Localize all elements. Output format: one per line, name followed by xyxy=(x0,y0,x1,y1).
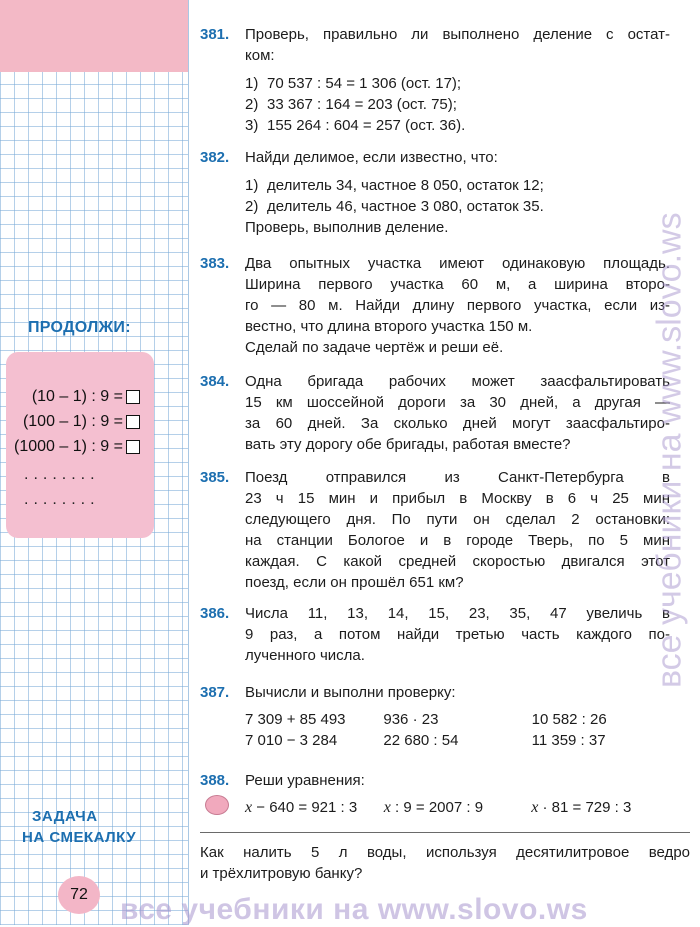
task-line: Поезд отправился из Санкт-Петербурга в xyxy=(245,469,670,486)
answer-box xyxy=(126,440,140,454)
variable: x xyxy=(383,799,391,816)
list-item xyxy=(245,94,670,115)
puzzle-line: Как налить 5 л воды, используя десятилитровое ведро xyxy=(200,844,690,861)
puzzle-title xyxy=(22,806,136,848)
calc-row xyxy=(245,730,670,751)
task-line: го — 80 м. Найди длину первого участка, если из- xyxy=(245,297,670,314)
dotted-line: ........ xyxy=(24,491,100,508)
task-line: 15 км шоссейной дороги за 30 дней, а другая — xyxy=(245,394,670,411)
task-line: Найди делимое, если известно, что: xyxy=(245,149,498,166)
task-line: за 60 дней. За сколько дней могут заасфальтиро- xyxy=(245,415,670,432)
task-line: вать эту дорогу обе бригады, работая вместе? xyxy=(245,436,571,453)
equation xyxy=(384,797,531,818)
task-number: 383. xyxy=(200,255,230,272)
task-line: 9 раз, а потом найди третью часть каждого по- xyxy=(245,626,670,643)
dotted-line: ........ xyxy=(24,466,100,483)
calc-expression: 11 359 : 37 xyxy=(531,732,606,749)
task-line: на станции Бологое и в городе Тверь, по 5 мин xyxy=(245,532,670,549)
list-text: 155 264 : 604 = 257 (ост. 36). xyxy=(267,117,466,134)
margin-pink-header xyxy=(0,0,188,72)
task-number: 381. xyxy=(200,26,230,43)
task-number: 382. xyxy=(200,149,230,166)
calc-expression: 7 309 + 85 493 xyxy=(245,711,346,728)
task-line: поезд, если он прошёл 651 км? xyxy=(245,574,464,591)
task-383 xyxy=(200,253,670,358)
task-line: ком: xyxy=(245,47,275,64)
calc-expression: 10 582 : 26 xyxy=(531,711,607,728)
calc-expression: 7 010 − 3 284 xyxy=(245,732,338,749)
calc-expression: 936 · 23 xyxy=(383,711,439,728)
expression-row xyxy=(14,438,140,456)
expression-text: (1000 – 1) : 9 = xyxy=(14,438,123,455)
task-body xyxy=(245,770,670,791)
main-content xyxy=(200,0,700,925)
task-line: лученного числа. xyxy=(245,647,365,664)
task-line: каждая. С какой средней скоростью двигался этот xyxy=(245,553,670,570)
task-387 xyxy=(200,682,670,751)
task-line: следующего дня. По пути он сделал 2 остановки: xyxy=(245,511,670,528)
bullet-circle-icon xyxy=(205,795,229,815)
list-text: делитель 46, частное 3 080, остаток 35. xyxy=(267,198,544,215)
task-line: Проверь, правильно ли выполнено деление с остат- xyxy=(245,26,670,43)
list-item xyxy=(245,175,670,196)
task-388 xyxy=(200,770,670,818)
task-body xyxy=(245,603,670,666)
task-line: Реши уравнения: xyxy=(245,772,365,789)
list-index: 3) xyxy=(245,117,259,134)
task-line: Проверь, выполнив деление. xyxy=(245,219,449,236)
equation-row xyxy=(245,797,670,818)
task-line: Вычисли и выполни проверку: xyxy=(245,684,456,701)
list-text: делитель 34, частное 8 050, остаток 12; xyxy=(267,177,544,194)
task-body xyxy=(245,24,670,136)
watermark-side: все учебники на www.slovo.ws xyxy=(650,212,689,688)
task-381 xyxy=(200,24,670,136)
equation xyxy=(245,797,384,818)
margin-column xyxy=(0,0,189,925)
task-list xyxy=(245,73,670,136)
answer-box xyxy=(126,415,140,429)
expression-text: (100 – 1) : 9 = xyxy=(22,413,123,430)
task-line: 23 ч 15 мин и прибыл в Москву в 6 ч 25 мин xyxy=(245,490,670,507)
task-385 xyxy=(200,467,670,593)
watermark-bottom: все учебники на www.slovo.ws xyxy=(120,893,588,926)
list-item xyxy=(245,73,670,94)
task-line: Одна бригада рабочих может заасфальтировать xyxy=(245,373,670,390)
continue-title: ПРОДОЛЖИ: xyxy=(28,319,131,336)
list-index: 1) xyxy=(245,177,259,194)
puzzle-title-line: ЗАДАЧА xyxy=(32,808,98,825)
task-384 xyxy=(200,371,670,455)
task-line: Два опытных участка имеют одинаковую площадь. xyxy=(245,255,670,272)
task-number: 386. xyxy=(200,605,230,622)
list-index: 2) xyxy=(245,96,259,113)
task-body xyxy=(245,147,670,238)
equation-text: · 81 = 729 : 3 xyxy=(538,799,632,816)
task-number: 387. xyxy=(200,684,230,701)
list-text: 70 537 : 54 = 1 306 (ост. 17); xyxy=(267,75,462,92)
task-list xyxy=(245,175,670,217)
calc-row xyxy=(245,709,670,730)
equation-text: − 640 = 921 : 3 xyxy=(252,799,358,816)
task-line: вестно, что длина второго участка 150 м. xyxy=(245,318,533,335)
calc-expression: 22 680 : 54 xyxy=(383,732,459,749)
list-index: 2) xyxy=(245,198,259,215)
list-index: 1) xyxy=(245,75,259,92)
task-line: Сделай по задаче чертёж и реши её. xyxy=(245,339,504,356)
task-body xyxy=(245,253,670,358)
expression-text: (10 – 1) : 9 = xyxy=(31,388,123,405)
task-382 xyxy=(200,147,670,238)
task-body xyxy=(245,467,670,593)
task-line: Числа 11, 13, 14, 15, 23, 35, 47 увеличь в xyxy=(245,605,670,622)
expression-row xyxy=(32,388,140,406)
task-386 xyxy=(200,603,670,666)
list-text: 33 367 : 164 = 203 (ост. 75); xyxy=(267,96,457,113)
puzzle-title-line: НА СМЕКАЛКУ xyxy=(22,829,137,846)
puzzle-task xyxy=(200,842,690,884)
answer-box xyxy=(126,390,140,404)
list-item xyxy=(245,196,670,217)
variable: x xyxy=(245,799,253,816)
expression-row xyxy=(23,413,140,431)
task-number: 385. xyxy=(200,469,230,486)
task-number: 388. xyxy=(200,772,230,789)
page-number: 72 xyxy=(58,876,100,914)
task-line: Ширина первого участка 60 м, а ширина второ- xyxy=(245,276,670,293)
task-body xyxy=(245,682,670,703)
continue-card xyxy=(6,352,154,538)
variable: x xyxy=(531,799,539,816)
divider xyxy=(200,832,690,833)
task-body xyxy=(245,371,670,455)
equation-text: : 9 = 2007 : 9 xyxy=(390,799,484,816)
task-number: 384. xyxy=(200,373,230,390)
list-item xyxy=(245,115,670,136)
puzzle-line: и трёхлитровую банку? xyxy=(200,865,363,882)
